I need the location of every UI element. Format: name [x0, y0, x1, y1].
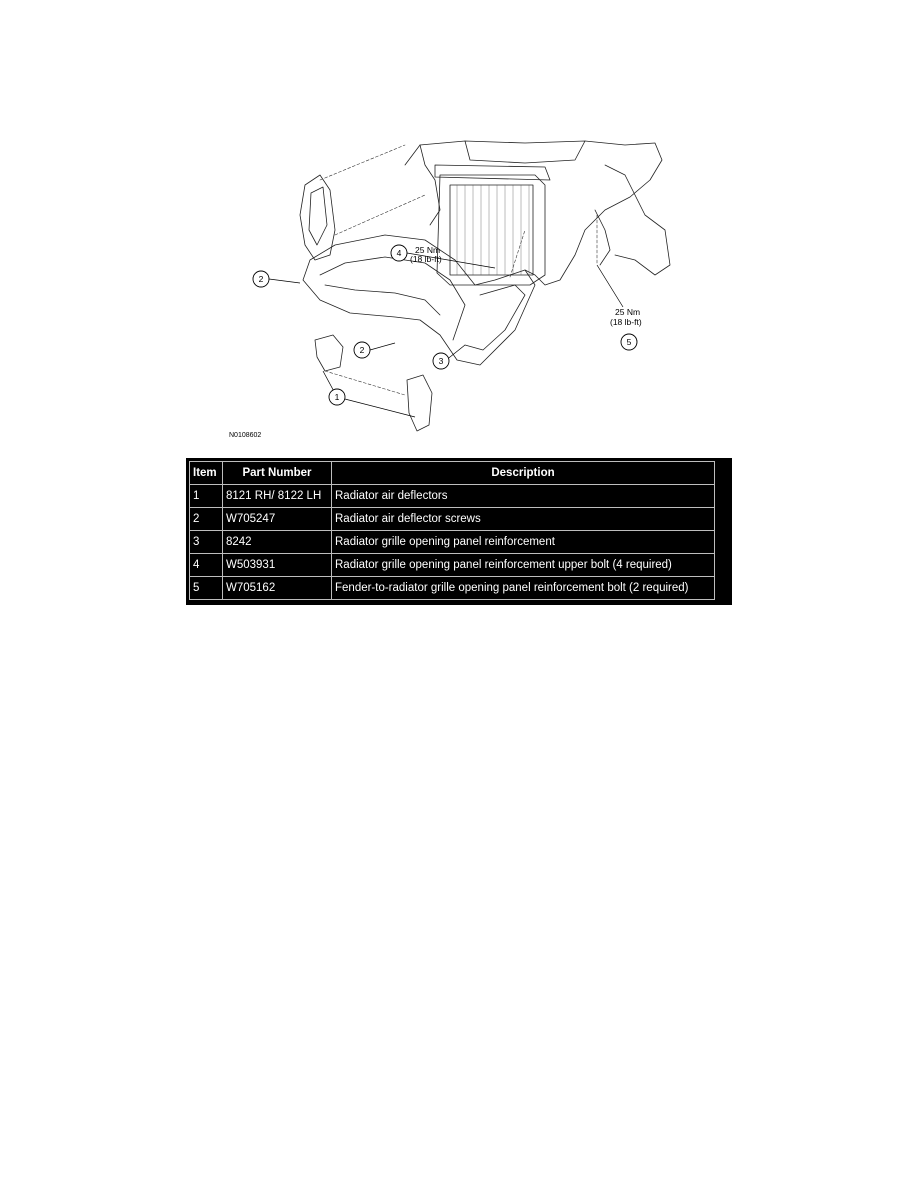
row-description: Radiator grille opening panel reinforcement — [332, 531, 715, 554]
table-row — [190, 554, 715, 577]
row-part-number: 8242 — [223, 531, 332, 554]
torque-label-4-nm: 25 Nm — [415, 245, 441, 255]
table-row — [190, 531, 715, 554]
row-description: Radiator grille opening panel reinforcement upper bolt (4 required) — [332, 554, 715, 577]
callout-4-number: 4 — [396, 248, 402, 258]
callout-1-number: 1 — [334, 392, 340, 402]
header-part-number: Part Number — [223, 462, 332, 485]
torque-label-4-lbft: (18 lb-ft) — [410, 254, 442, 264]
row-part-number: W503931 — [223, 554, 332, 577]
header-item: Item — [190, 462, 223, 485]
callout-2-number: 2 — [258, 274, 264, 284]
parts-table — [189, 461, 715, 600]
figure-id-label: N0108602 — [229, 432, 262, 439]
row-description: Fender-to-radiator grille opening panel reinforcement bolt (2 required) — [332, 577, 715, 600]
callout-3-number: 3 — [438, 356, 444, 366]
table-header-row — [190, 462, 715, 485]
row-item: 4 — [190, 554, 223, 577]
header-description: Description — [332, 462, 715, 485]
table-row — [190, 485, 715, 508]
callout-5-number: 5 — [626, 337, 632, 347]
row-item: 3 — [190, 531, 223, 554]
torque-label-5-lbft: (18 lb-ft) — [610, 317, 642, 327]
row-description: Radiator air deflector screws — [332, 508, 715, 531]
row-part-number: W705247 — [223, 508, 332, 531]
radiator-support-drawing — [225, 135, 675, 445]
row-item: 5 — [190, 577, 223, 600]
row-item: 1 — [190, 485, 223, 508]
row-part-number: W705162 — [223, 577, 332, 600]
row-part-number: 8121 RH/ 8122 LH — [223, 485, 332, 508]
exploded-view-illustration — [225, 135, 675, 445]
callout-2b-number: 2 — [359, 345, 365, 355]
row-item: 2 — [190, 508, 223, 531]
parts-table-panel — [186, 458, 732, 605]
row-description: Radiator air deflectors — [332, 485, 715, 508]
torque-label-5-nm: 25 Nm — [615, 307, 641, 317]
table-row — [190, 577, 715, 600]
table-row — [190, 508, 715, 531]
